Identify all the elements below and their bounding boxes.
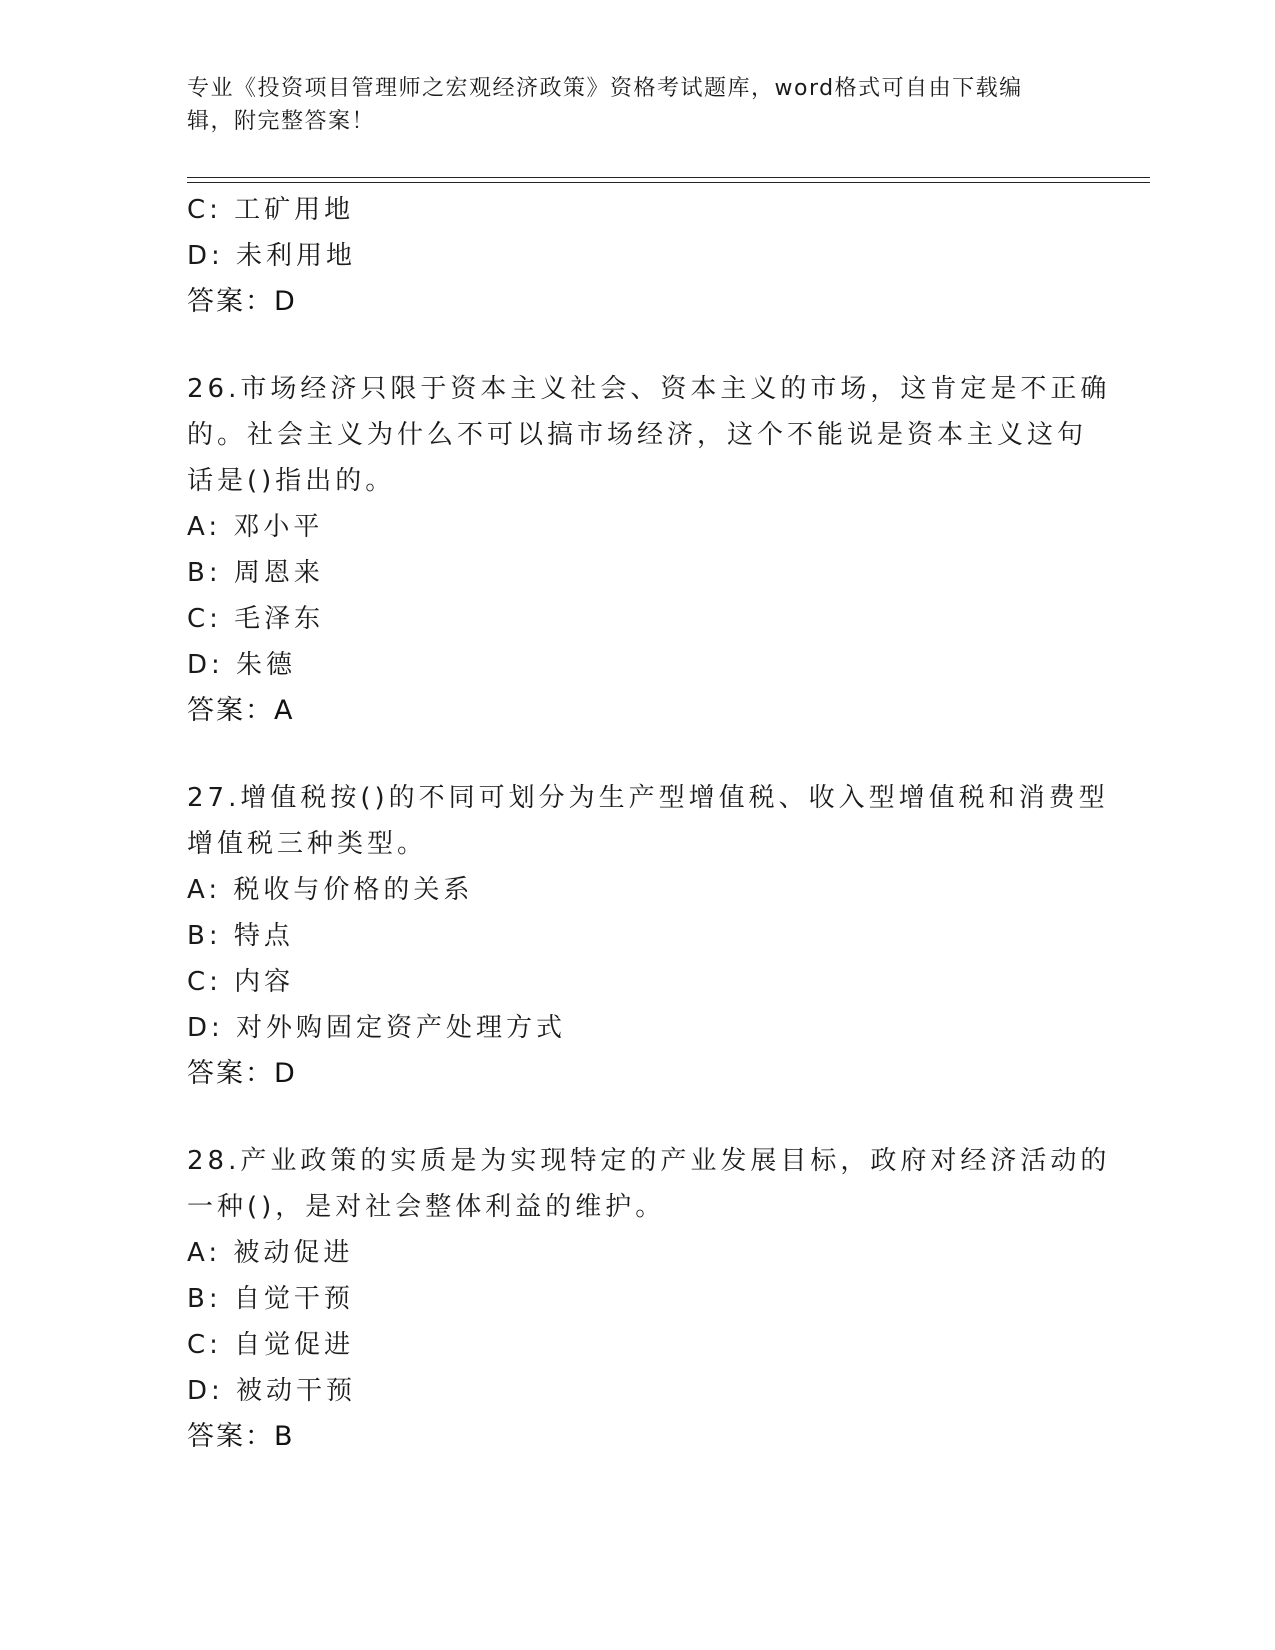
option-b: B: 自觉干预 (187, 1284, 354, 1314)
question-28 (187, 1138, 1111, 1460)
question-continued (187, 187, 1087, 325)
header-divider-top (187, 177, 1150, 178)
question-text-line: 26.市场经济只限于资本主义社会、资本主义的市场，这肯定是不正确 (187, 374, 1111, 404)
question-text-line: 27.增值税按()的不同可划分为生产型增值税、收入型增值税和消费型 (187, 783, 1109, 813)
option-d: D: 对外购固定资产处理方式 (187, 1013, 567, 1043)
option-c: C: 内容 (187, 967, 295, 997)
answer-line: 答案：D (187, 286, 297, 317)
document-body (187, 187, 1111, 1460)
option-a: A: 被动促进 (187, 1238, 354, 1268)
question-text-line: 一种()，是对社会整体利益的维护。 (187, 1192, 666, 1222)
option-b: B: 周恩来 (187, 558, 324, 588)
question-27 (187, 775, 1109, 1097)
option-b: B: 特点 (187, 921, 294, 951)
option-d: D: 被动干预 (187, 1376, 357, 1406)
option-a: A: 邓小平 (187, 512, 324, 542)
option-c: C: 自觉促进 (187, 1330, 355, 1360)
option-a: A: 税收与价格的关系 (187, 875, 474, 905)
option-d: D: 朱德 (187, 650, 297, 680)
question-26 (187, 366, 1111, 734)
question-text-line: 增值税三种类型。 (187, 829, 428, 859)
option-c: C: 毛泽东 (187, 604, 325, 634)
question-text-line: 的。社会主义为什么不可以搞市场经济，这个不能说是资本主义这句 (187, 420, 1088, 450)
document-header: 专业《投资项目管理师之宏观经济政策》资格考试题库，word格式可自由下载编辑，附完整答案！ (187, 76, 1023, 134)
option-d: D: 未利用地 (187, 241, 357, 271)
answer-line: 答案：B (187, 1421, 295, 1452)
option-c: C: 工矿用地 (187, 195, 355, 225)
question-text-line: 话是()指出的。 (187, 466, 396, 496)
answer-line: 答案：A (187, 695, 295, 726)
answer-line: 答案：D (187, 1058, 297, 1089)
header-divider-bottom (187, 182, 1150, 183)
question-text-line: 28.产业政策的实质是为实现特定的产业发展目标，政府对经济活动的 (187, 1146, 1111, 1176)
